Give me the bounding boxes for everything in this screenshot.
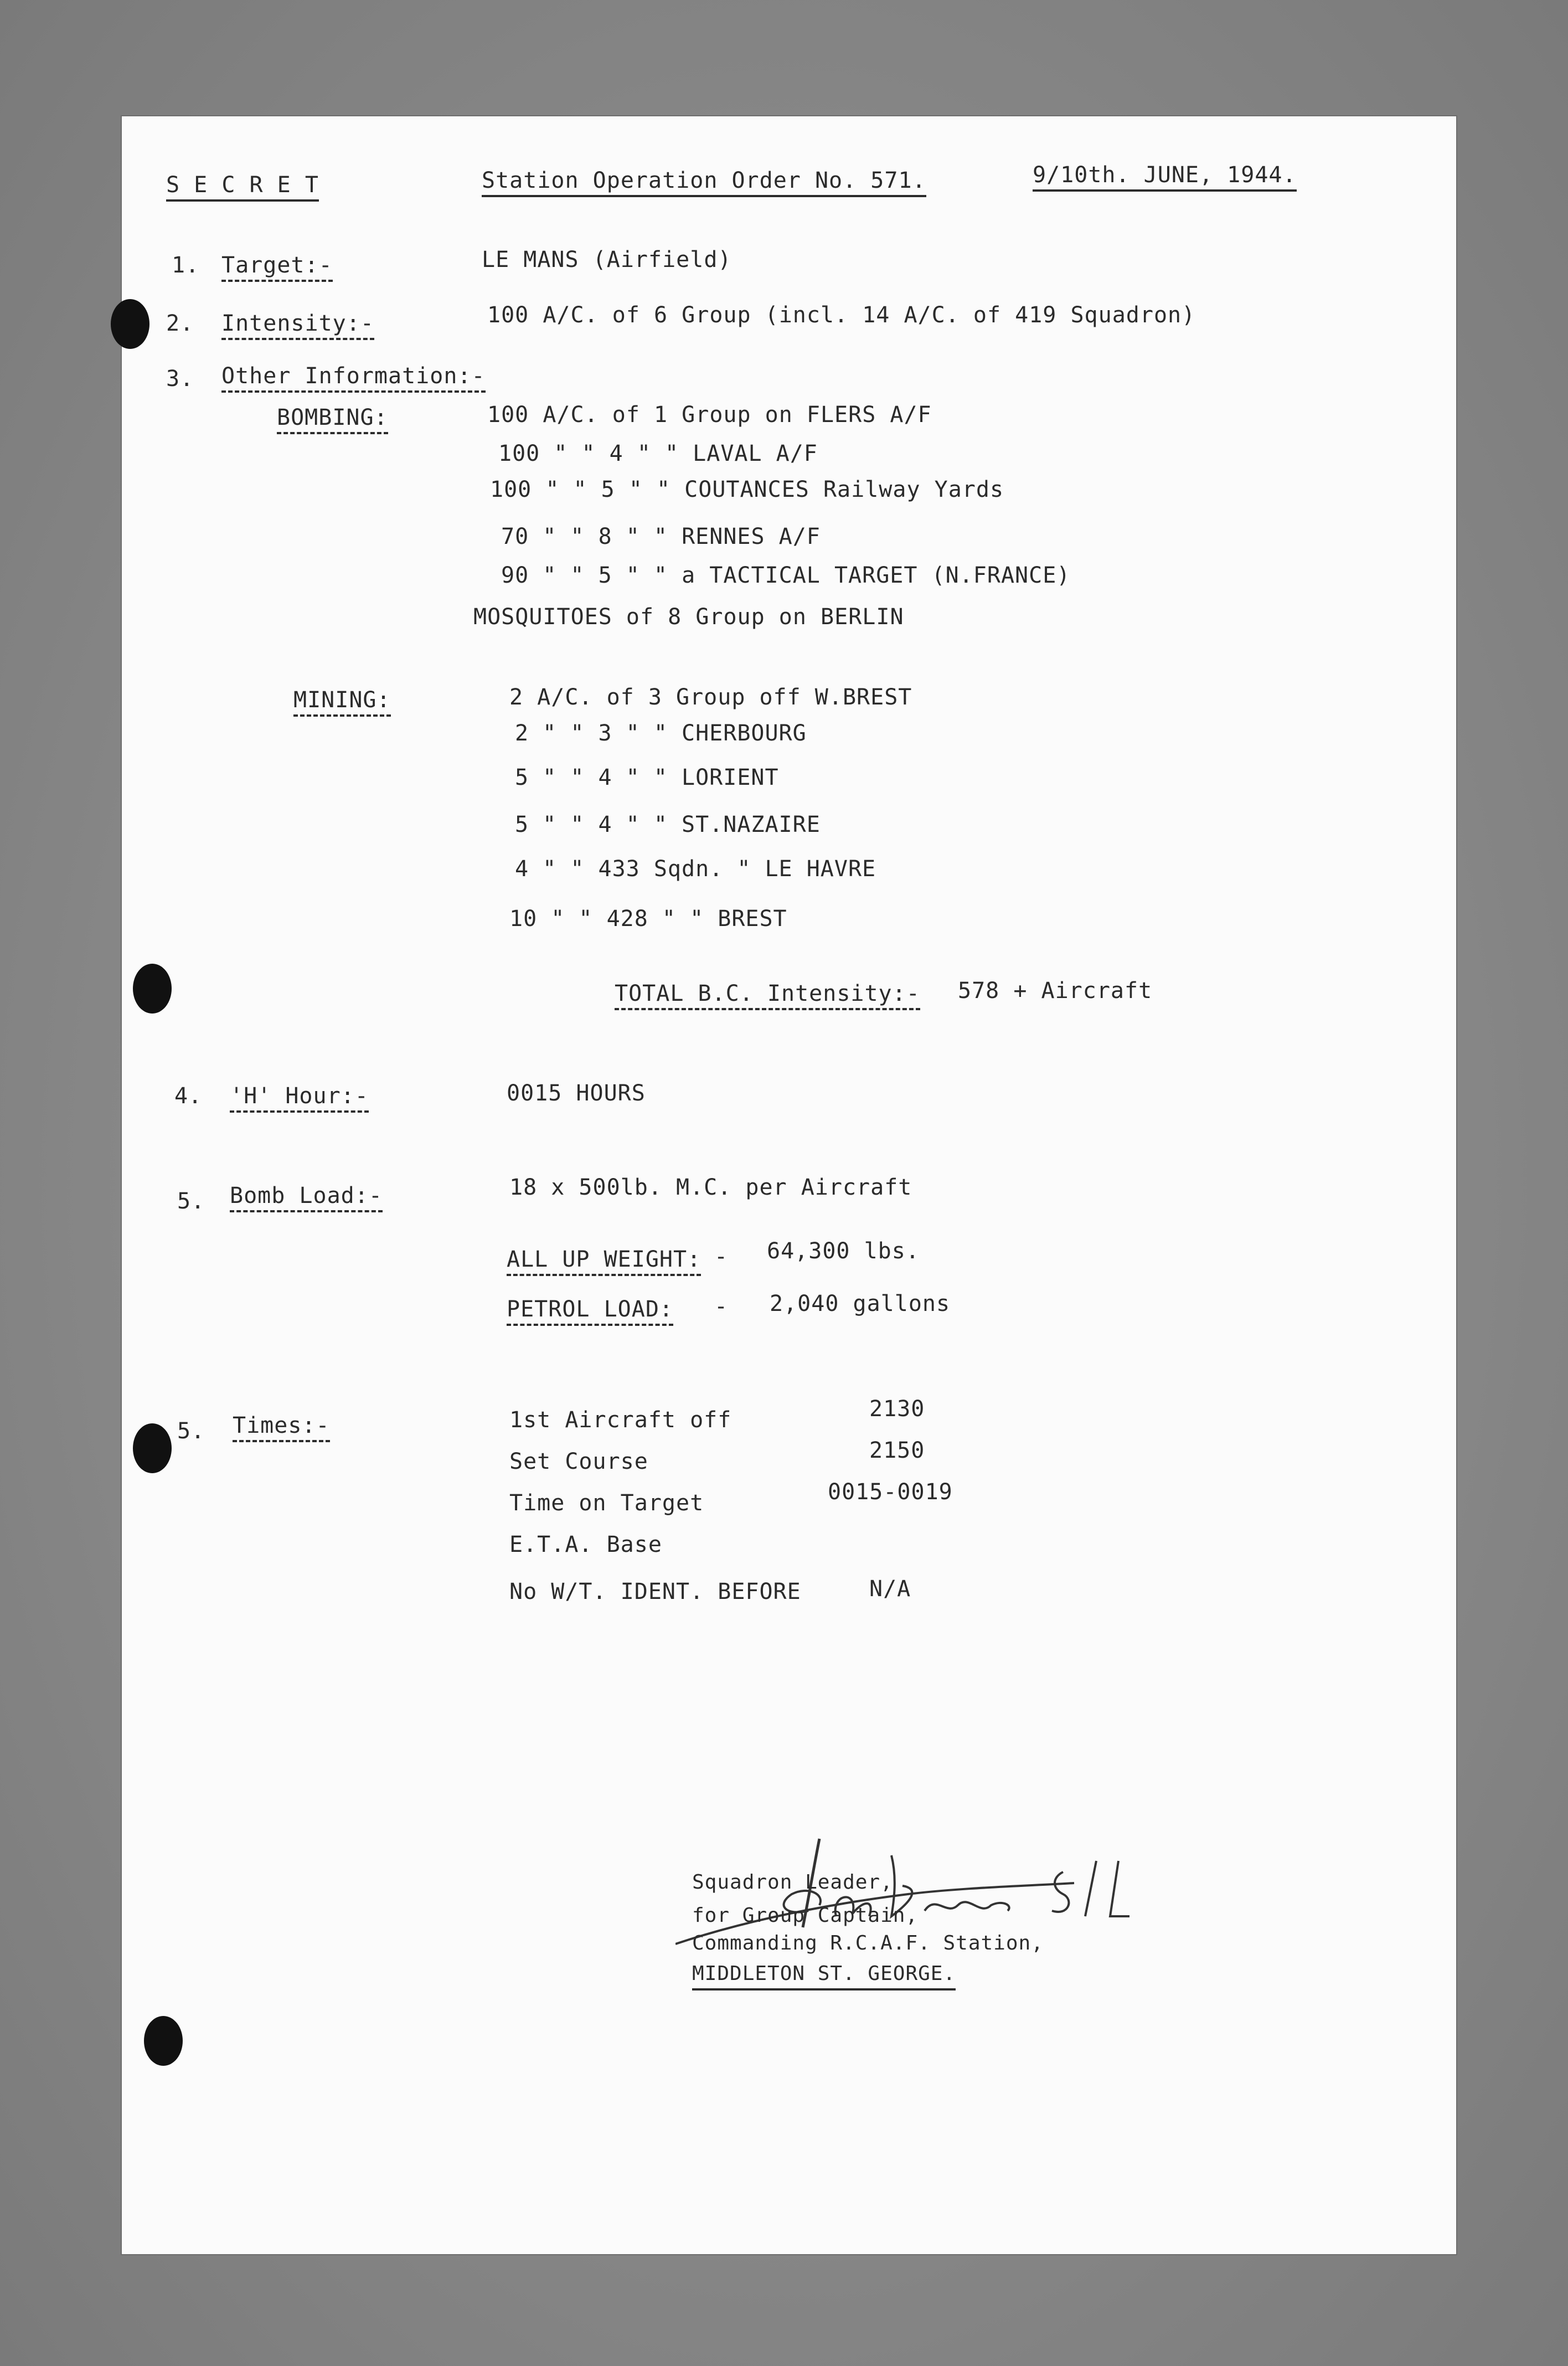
times-row-value: 2150 <box>869 1438 925 1463</box>
hhour-label: 'H' Hour:- <box>230 1083 369 1113</box>
mining-row: 2 A/C. of 3 Group off W.BREST <box>509 685 912 710</box>
petrol-load-dash: - <box>714 1294 729 1319</box>
document-page <box>122 116 1456 2254</box>
times-row-label: Set Course <box>509 1449 648 1474</box>
target-value: LE MANS (Airfield) <box>482 247 732 272</box>
bombing-row: 70 " " 8 " " RENNES A/F <box>501 524 821 549</box>
times-label: Times:- <box>233 1412 330 1442</box>
signature-line-2: for Group Captain, <box>692 1904 919 1927</box>
all-up-weight-value: 64,300 lbs. <box>767 1238 920 1264</box>
mining-label: MINING: <box>293 687 391 717</box>
bombing-row: 100 " " 4 " " LAVAL A/F <box>498 441 818 466</box>
bombload-value: 18 x 500lb. M.C. per Aircraft <box>509 1175 912 1200</box>
total-intensity-value: 578 + Aircraft <box>958 978 1153 1004</box>
mining-row: 5 " " 4 " " LORIENT <box>515 765 779 790</box>
punch-hole-4 <box>144 2016 183 2066</box>
punch-hole-1 <box>111 299 149 349</box>
target-label: Target:- <box>221 252 333 282</box>
bombing-row: 100 A/C. of 1 Group on FLERS A/F <box>487 402 932 428</box>
hhour-number: 4. <box>174 1083 203 1109</box>
signature-line-3: Commanding R.C.A.F. Station, <box>692 1932 1044 1954</box>
times-row-label: No W/T. IDENT. BEFORE <box>509 1579 801 1604</box>
bombload-label: Bomb Load:- <box>230 1182 383 1212</box>
bombing-row: MOSQUITOES of 8 Group on BERLIN <box>473 604 904 630</box>
order-date: 9/10th. JUNE, 1944. <box>1033 162 1297 192</box>
times-row-label: Time on Target <box>509 1490 704 1516</box>
petrol-load-value: 2,040 gallons <box>770 1291 951 1316</box>
times-row-value: 0015-0019 <box>828 1479 953 1505</box>
target-number: 1. <box>172 253 200 278</box>
times-number: 5. <box>177 1418 205 1444</box>
all-up-weight-label: ALL UP WEIGHT: <box>507 1246 701 1276</box>
punch-hole-2 <box>133 964 172 1014</box>
times-row-label: 1st Aircraft off <box>509 1407 732 1433</box>
times-row-value: N/A <box>869 1576 911 1602</box>
mining-row: 2 " " 3 " " CHERBOURG <box>515 721 807 746</box>
bombing-label: BOMBING: <box>277 404 388 434</box>
intensity-number: 2. <box>166 311 194 336</box>
total-intensity-label: TOTAL B.C. Intensity:- <box>615 980 920 1010</box>
signature-line-1: Squadron Leader, <box>692 1871 893 1894</box>
intensity-value: 100 A/C. of 6 Group (incl. 14 A/C. of 419 Squadron) <box>487 302 1196 328</box>
signature-line-4: MIDDLETON ST. GEORGE. <box>692 1961 956 1990</box>
mining-row: 10 " " 428 " " BREST <box>509 906 787 932</box>
times-row-label: E.T.A. Base <box>509 1532 662 1557</box>
mining-row: 4 " " 433 Sqdn. " LE HAVRE <box>515 856 876 882</box>
mining-row: 5 " " 4 " " ST.NAZAIRE <box>515 812 821 837</box>
bombload-number: 5. <box>177 1189 205 1214</box>
bombing-row: 90 " " 5 " " a TACTICAL TARGET (N.FRANCE) <box>501 563 1071 588</box>
times-row-value: 2130 <box>869 1396 925 1422</box>
intensity-label: Intensity:- <box>221 310 374 340</box>
petrol-load-label: PETROL LOAD: <box>507 1296 673 1326</box>
other-label: Other Information:- <box>221 363 486 393</box>
other-number: 3. <box>166 366 194 392</box>
punch-hole-3 <box>133 1423 172 1473</box>
order-title: Station Operation Order No. 571. <box>482 167 926 197</box>
hhour-value: 0015 HOURS <box>507 1081 646 1106</box>
all-up-weight-dash: - <box>714 1244 729 1269</box>
secret-marking: S E C R E T <box>166 172 319 202</box>
bombing-row: 100 " " 5 " " COUTANCES Railway Yards <box>490 477 1004 502</box>
